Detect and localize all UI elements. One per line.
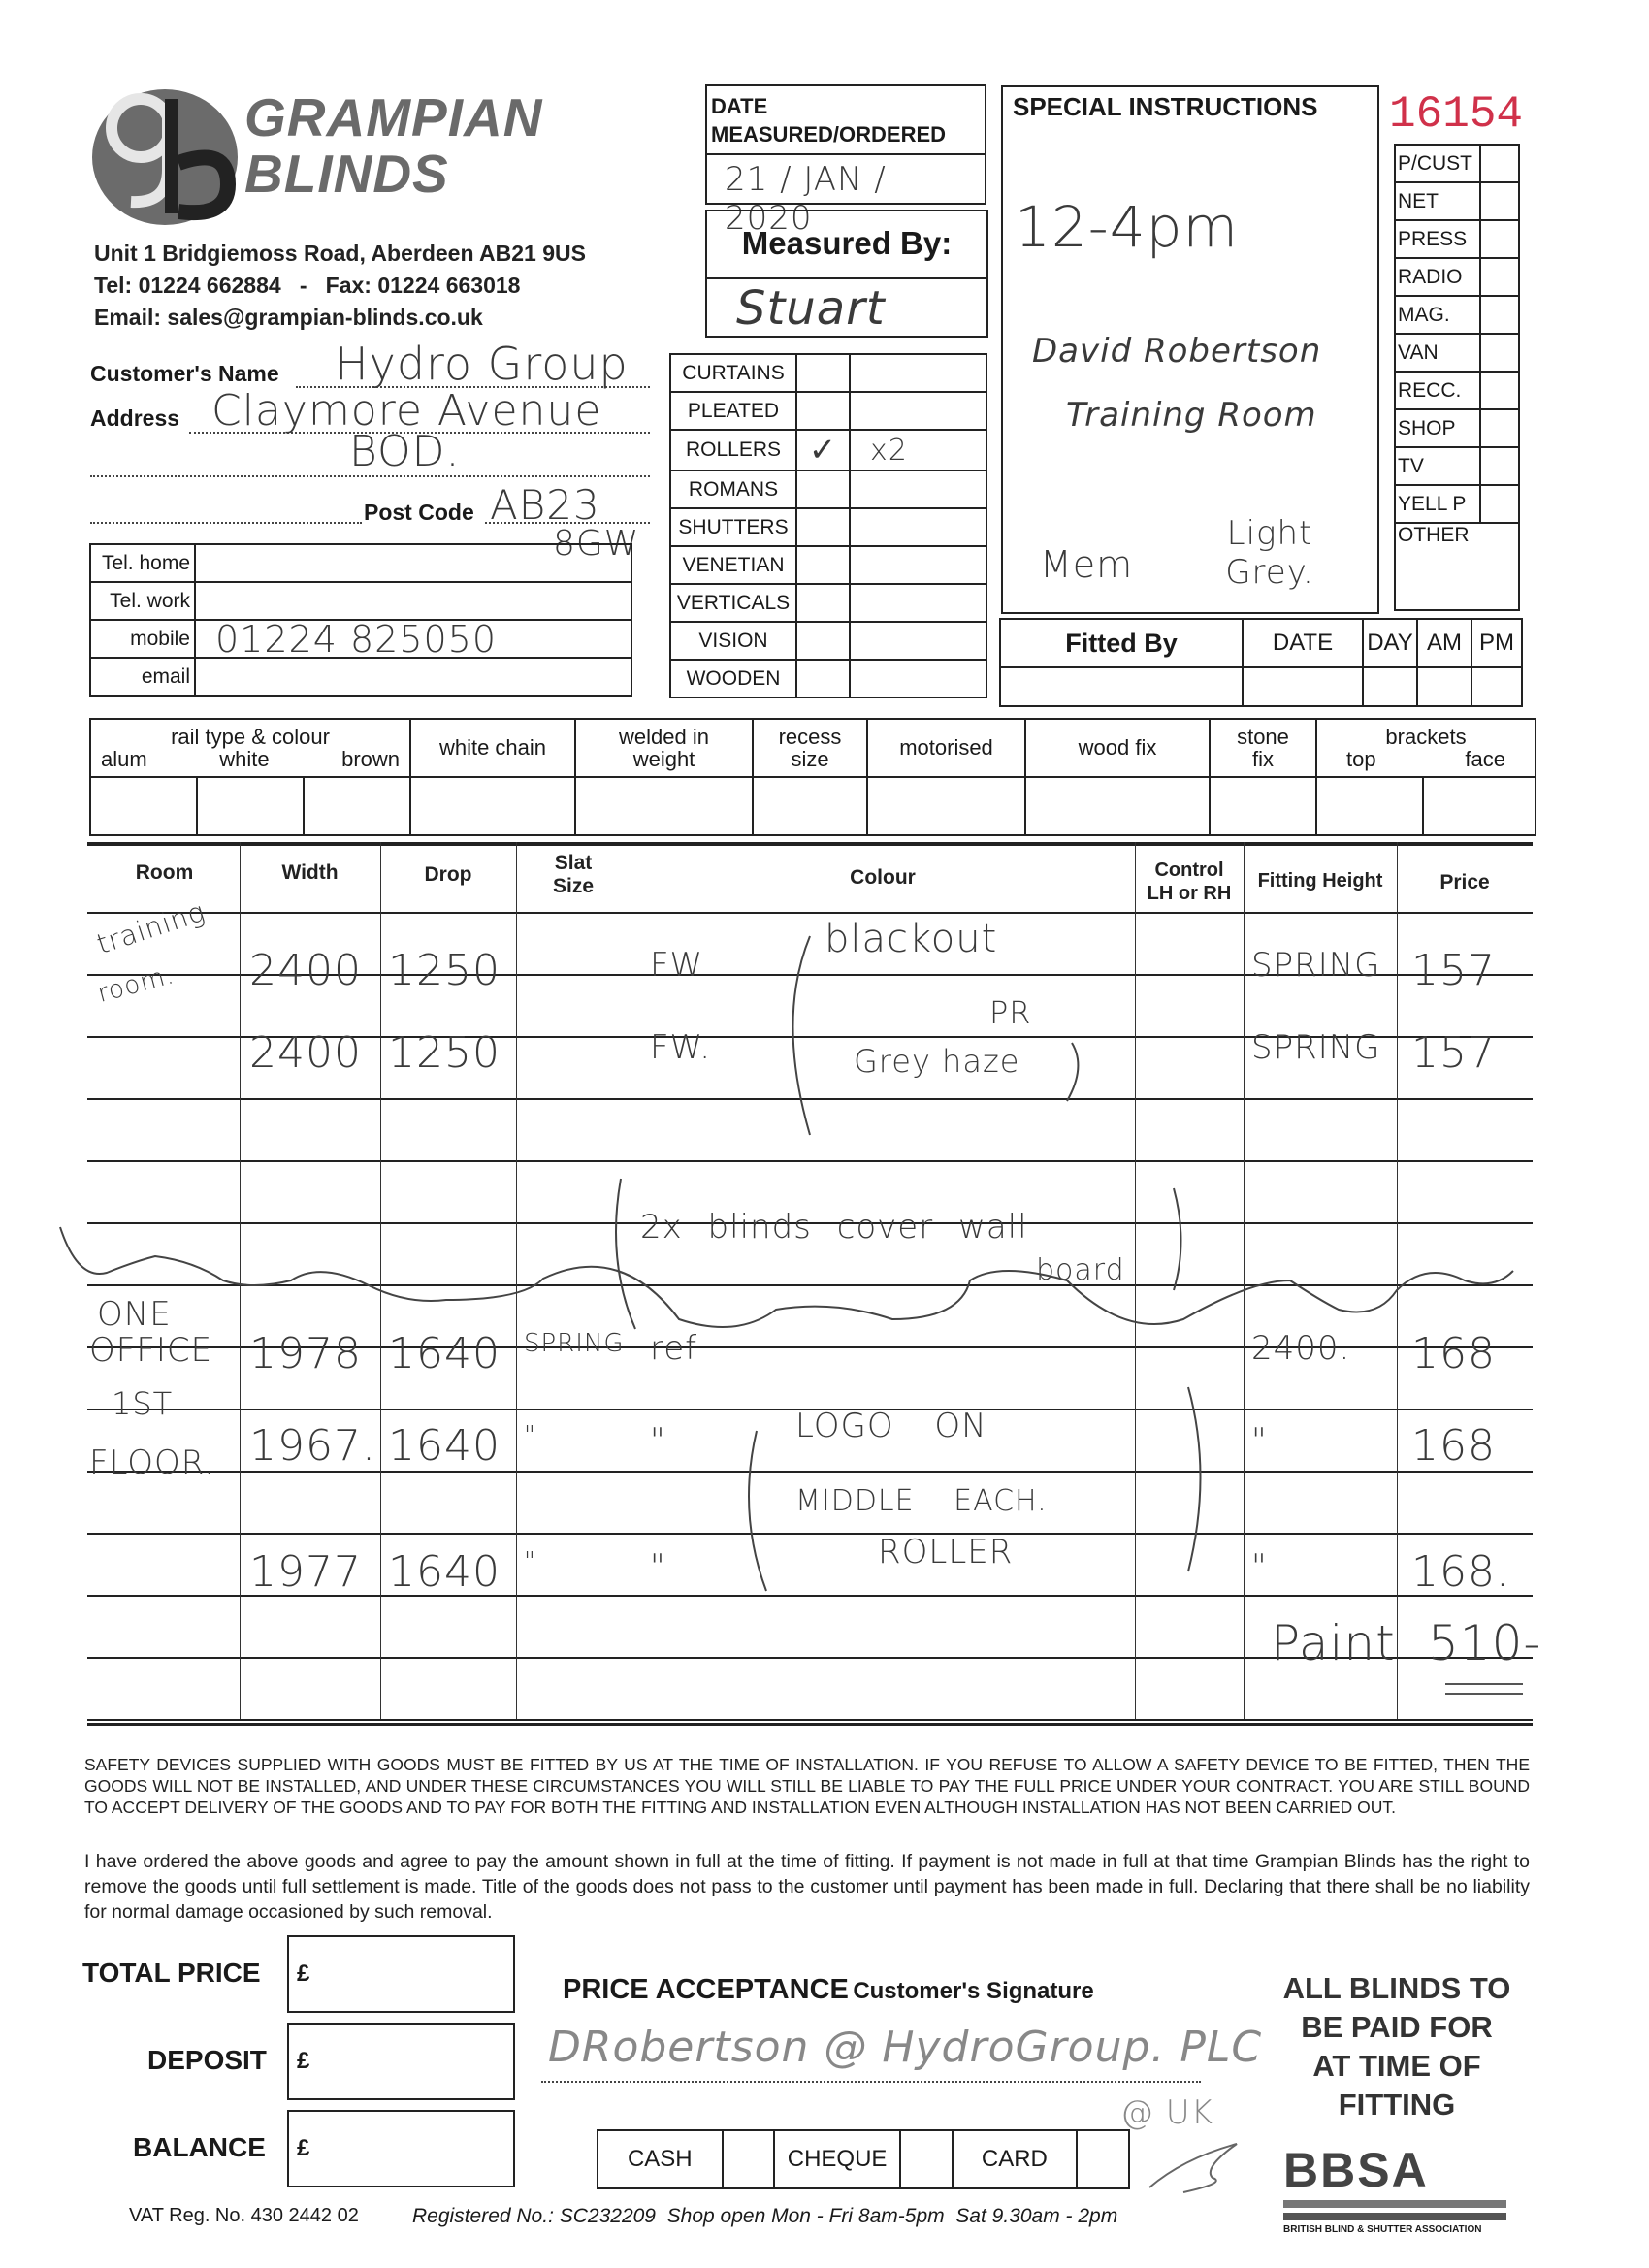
total-price-label: TOTAL PRICE: [82, 1958, 261, 1988]
item-width[interactable]: 2400: [249, 1028, 362, 1078]
balance-label: BALANCE: [133, 2132, 266, 2162]
blind-type-label: ROLLERS: [670, 430, 796, 470]
blind-type-label: ROMANS: [670, 470, 796, 508]
customer-name-label: Customer's Name: [90, 361, 279, 386]
contact-label: email: [90, 658, 195, 696]
payment-method-table: [597, 2129, 1130, 2189]
blind-type-label: VISION: [670, 622, 796, 660]
bracket-close-3: [1188, 1387, 1201, 1571]
item-slat[interactable]: SPRING: [524, 1329, 625, 1358]
agreement-terms: I have ordered the above goods and agree to pay the amount shown in full at the time of fitting. If payment is not made in full at that time Grampian Blinds has the right to remove the goods until full settlement is made. Title of the goods does not pass to the customer until payment has been made in full. Declaring that there shall be no liability for normal damage occasioned by such removal.: [84, 1851, 1530, 1923]
initials-mark: [1145, 2134, 1251, 2202]
colour-note-2: PR: [989, 994, 1032, 1031]
wood-fix-header: wood fix: [1025, 719, 1210, 777]
bbsa-stripe-2: [1283, 2213, 1506, 2220]
header-drop: Drop: [424, 863, 472, 886]
address-value-line1[interactable]: Claymore Avenue: [211, 386, 602, 436]
brackets-face: face: [1465, 747, 1505, 771]
total-label-handwritten: Paint: [1271, 1615, 1396, 1671]
total-value-handwritten: 510-: [1428, 1615, 1542, 1671]
room-note-1a: training: [92, 894, 210, 961]
signature-line: [541, 2081, 1201, 2083]
rail-white: white: [219, 747, 270, 771]
source-label: P/CUST: [1395, 145, 1480, 182]
signature-note: @ UK: [1120, 2093, 1213, 2132]
header-width: Width: [281, 861, 339, 884]
item-colour[interactable]: ": [650, 1547, 666, 1586]
customer-name-value[interactable]: Hydro Group: [335, 338, 629, 390]
logo-note-1: LOGO ON: [795, 1407, 987, 1445]
contact-label: mobile: [90, 620, 195, 658]
company-phone: Tel: 01224 662884 - Fax: 01224 663018: [94, 273, 521, 298]
safety-terms: SAFETY DEVICES SUPPLIED WITH GOODS MUST BE FITTED BY US AT THE TIME OF INSTALLATION. IF YOU REFUSE TO ALLOW A SAFETY DEVICE TO BE FITTED, THEN THE GOODS WILL NOT BE INSTALLED, AND UNDER THESE CIRCUMSTANCES YOU WILL STILL BE LIABLE TO PAY THE FULL PRICE UNDER YOUR CONTRACT. YOU ARE STILL BOUND TO ACCEPT DELIVERY OF THE GOODS AND TO PAY FOR BOTH THE FITTING AND INSTALLATION EVEN ALTHOUGH INSTALLATION HAS NOT BEEN CARRIED OUT.: [84, 1755, 1530, 1817]
bracket-close-2: [1174, 1188, 1181, 1290]
address-value-line2[interactable]: BOD.: [349, 427, 461, 476]
source-label: SHOP: [1395, 409, 1480, 447]
logo-note-2: MIDDLE EACH.: [795, 1484, 1048, 1518]
item-fitting[interactable]: SPRING: [1251, 946, 1381, 985]
header-room: Room: [135, 861, 194, 884]
item-width[interactable]: 2400: [249, 946, 362, 995]
room-note-2b: OFFICE: [89, 1331, 213, 1370]
header-colour: Colour: [850, 866, 916, 889]
item-price[interactable]: 157: [1411, 946, 1496, 995]
card-label: CARD: [953, 2130, 1078, 2188]
white-chain-header: white chain: [410, 719, 575, 777]
wavy-strike-line: [60, 1227, 1513, 1327]
fitted-date-header: DATE: [1243, 619, 1363, 667]
measured-by-label: Measured By:: [741, 225, 953, 261]
item-slat[interactable]: ": [524, 1547, 536, 1576]
welded-weight-header: welded in weight: [575, 719, 753, 777]
address-label: Address: [90, 405, 180, 431]
deposit-label: DEPOSIT: [147, 2045, 267, 2075]
payment-notice: ALL BLINDS TO BE PAID FOR AT TIME OF FITTING: [1282, 1971, 1511, 2122]
postcode-label: Post Code: [364, 500, 474, 525]
bbsa-logo: [1283, 2143, 1506, 2235]
source-label: NET: [1395, 182, 1480, 220]
cheque-checkbox[interactable]: [900, 2130, 953, 2188]
instruction-room: Training Room: [1066, 396, 1317, 435]
blind-type-qty[interactable]: x2: [850, 430, 986, 470]
rail-type-header: rail type & colour alum white brown: [90, 719, 410, 777]
postcode-value-line1[interactable]: AB23: [490, 481, 600, 529]
contact-label: Tel. home: [90, 544, 195, 582]
stone-fix-header: stone fix: [1210, 719, 1316, 777]
bracket-open-3: [749, 1431, 766, 1591]
room-note-2d: FLOOR.: [89, 1443, 216, 1482]
contact-label: Tel. work: [90, 582, 195, 620]
motorised-header: motorised: [867, 719, 1025, 777]
colour-note-1: blackout: [824, 917, 998, 961]
company-email: Email: sales@grampian-blinds.co.uk: [94, 305, 483, 330]
total-price-box[interactable]: £: [287, 1935, 515, 2013]
wall-note-2: board: [1036, 1253, 1125, 1287]
blind-type-label: VENETIAN: [670, 546, 796, 584]
fitted-am-header: AM: [1417, 619, 1471, 667]
brackets-top: top: [1346, 747, 1376, 771]
header-slat-size: Slat Size: [552, 852, 595, 897]
brand-name-line2: BLINDS: [244, 144, 449, 204]
item-price[interactable]: 168.: [1411, 1547, 1510, 1597]
special-instructions-label: SPECIAL INSTRUCTIONS: [1013, 92, 1318, 121]
header-price: Price: [1439, 871, 1490, 893]
item-fitting[interactable]: ": [1251, 1547, 1268, 1586]
instruction-mem: Mem: [1040, 543, 1134, 586]
cash-label: CASH: [598, 2130, 723, 2188]
item-drop[interactable]: 1250: [388, 946, 501, 995]
fitted-by-label: Fitted By: [1000, 619, 1243, 667]
price-acceptance-heading: PRICE ACCEPTANCE Customer's Signature: [563, 1974, 1094, 2005]
blind-type-label: PLEATED: [670, 392, 796, 430]
item-fitting[interactable]: 2400.: [1251, 1329, 1351, 1368]
room-note-1b: room.: [94, 960, 178, 1009]
order-number: 16154: [1389, 89, 1524, 140]
item-drop[interactable]: 1640: [388, 1421, 501, 1471]
item-price[interactable]: 157: [1411, 1028, 1496, 1078]
item-colour[interactable]: ref: [650, 1329, 698, 1368]
item-drop[interactable]: 1640: [388, 1329, 501, 1378]
bracket-open-2: [616, 1179, 635, 1329]
room-note-2a: ONE: [97, 1295, 172, 1334]
brand-name-line1: GRAMPIAN: [244, 87, 543, 147]
blind-type-label: WOODEN: [670, 660, 796, 697]
rail-alum: alum: [101, 747, 147, 771]
item-drop[interactable]: 1250: [388, 1028, 501, 1078]
bbsa-caption: BRITISH BLIND & SHUTTER ASSOCIATION: [1283, 2224, 1482, 2235]
brackets-header: brackets top face: [1316, 719, 1536, 777]
item-price[interactable]: 168: [1411, 1329, 1496, 1378]
date-label: DATE MEASURED/ORDERED: [711, 94, 947, 146]
header-control: Control LH or RH: [1147, 859, 1232, 904]
item-width[interactable]: 1967.: [249, 1421, 376, 1471]
blind-type-label: CURTAINS: [670, 354, 796, 392]
item-price[interactable]: 168: [1411, 1421, 1496, 1471]
bracket-open-1: [793, 936, 811, 1135]
contact-value[interactable]: 01224 825050: [195, 620, 631, 658]
item-colour[interactable]: FW: [650, 946, 704, 985]
recess-size-header: recess size: [753, 719, 867, 777]
instruction-contact: David Robertson: [1032, 332, 1322, 371]
item-width[interactable]: 1977: [249, 1547, 362, 1597]
postcode-value-line2[interactable]: 8GW: [553, 524, 640, 564]
deposit-box[interactable]: £: [287, 2023, 515, 2100]
item-fitting[interactable]: SPRING: [1251, 1028, 1381, 1067]
rail-brown: brown: [341, 747, 400, 771]
header-fitting-height: Fitting Height: [1257, 870, 1383, 891]
source-label: TV: [1395, 447, 1480, 485]
blind-type-check[interactable]: ✓: [796, 430, 850, 470]
colour-note-3: Grey haze: [854, 1043, 1020, 1080]
measured-by-value[interactable]: Stuart: [736, 281, 886, 336]
blind-type-label: VERTICALS: [670, 584, 796, 622]
item-slat[interactable]: ": [524, 1421, 536, 1450]
source-label: RECC.: [1395, 372, 1480, 409]
cheque-label: CHEQUE: [774, 2130, 899, 2188]
cash-checkbox[interactable]: [723, 2130, 775, 2188]
fitted-day-header: DAY: [1363, 619, 1417, 667]
source-label: MAG.: [1395, 296, 1480, 334]
fitted-pm-header: PM: [1471, 619, 1522, 667]
bracket-close-1: [1067, 1043, 1078, 1101]
customer-signature[interactable]: DRobertson @ HydroGroup. PLC: [548, 2023, 1263, 2072]
vat-number: VAT Reg. No. 430 2442 02: [129, 2205, 359, 2226]
item-colour[interactable]: ": [650, 1421, 666, 1460]
source-label: VAN: [1395, 334, 1480, 372]
room-note-2c: 1ST: [112, 1385, 174, 1422]
item-fitting[interactable]: ": [1251, 1421, 1268, 1460]
source-label: PRESS: [1395, 220, 1480, 258]
item-colour[interactable]: FW.: [650, 1028, 712, 1067]
bbsa-stripe: [1283, 2200, 1506, 2208]
registered-info: Registered No.: SC232209 Shop open Mon - Fri 8am-5pm Sat 9.30am - 2pm: [412, 2205, 1118, 2227]
logo-note-3: ROLLER: [878, 1533, 1014, 1571]
company-address: Unit 1 Bridgiemoss Road, Aberdeen AB21 9US: [94, 241, 586, 266]
instruction-time: 12-4pm: [1015, 194, 1239, 260]
instruction-colour: Light Grey.: [1225, 514, 1314, 592]
item-drop[interactable]: 1640: [388, 1547, 501, 1597]
date-value[interactable]: 21 / JAN / 2020: [725, 160, 887, 238]
card-checkbox[interactable]: [1077, 2130, 1129, 2188]
source-label: YELL P: [1395, 485, 1480, 523]
balance-box[interactable]: £: [287, 2110, 515, 2187]
source-label: RADIO: [1395, 258, 1480, 296]
source-other[interactable]: OTHER: [1395, 523, 1519, 610]
item-width[interactable]: 1978: [249, 1329, 362, 1378]
wall-note-1: 2x blinds cover wall: [640, 1208, 1028, 1247]
blind-type-label: SHUTTERS: [670, 508, 796, 546]
bbsa-logo-text: BBSA: [1283, 2143, 1429, 2197]
